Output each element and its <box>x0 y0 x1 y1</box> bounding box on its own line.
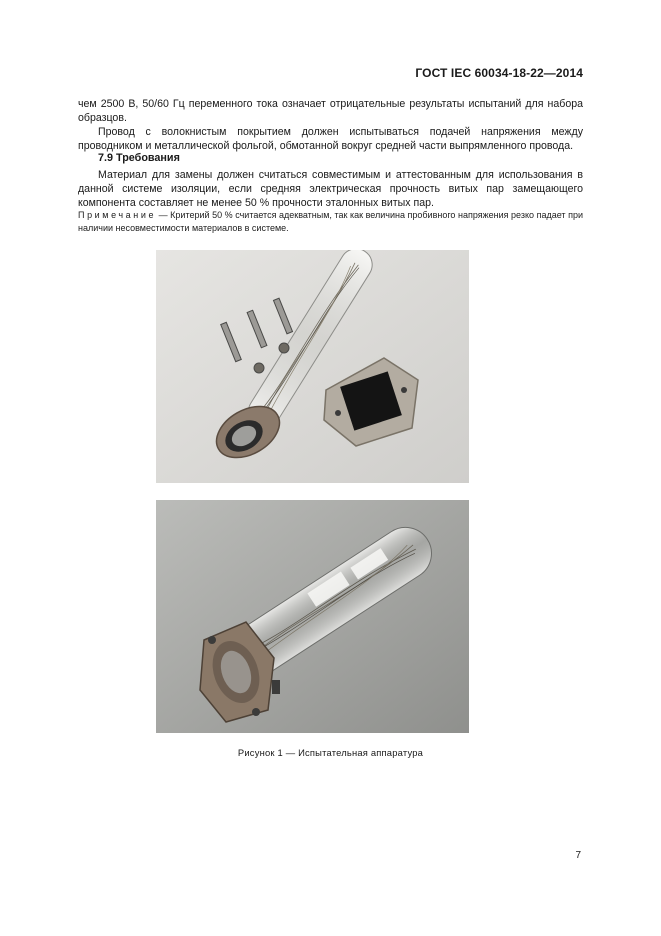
note-text: — Критерий 50 % считается адекватным, так как величина пробивного напряжения резко падает при наличии несовместимости материалов в системе. <box>78 210 583 233</box>
note-label: Примечание <box>78 210 157 220</box>
figure-caption: Рисунок 1 — Испытательная аппаратура <box>237 747 424 758</box>
page-number: 7 <box>575 850 581 861</box>
figure-photo-top <box>156 250 469 483</box>
paragraph-1: чем 2500 В, 50/60 Гц переменного тока означает отрицательные результаты испытаний для набора образцов. <box>78 98 583 124</box>
paragraph-2: Провод с волокнистым покрытием должен испытываться подачей напряжения между проводником и металлической фольгой, обмотанной вокруг средней части выпрямленного провода. <box>78 126 583 152</box>
standard-designation: ГОСТ IEC 60034-18-22—2014 <box>415 66 583 80</box>
figure-photo-bottom <box>156 500 469 733</box>
paragraph-3: Материал для замены должен считаться совместимым и аттестованным для использования в данной системе изоляции, если средняя электрическая прочность витых пар замещающего компонента составляет не менее 50 % прочности эталонных витых пар. <box>78 169 583 209</box>
note <box>78 209 583 235</box>
section-title: 7.9 Требования <box>98 152 180 164</box>
